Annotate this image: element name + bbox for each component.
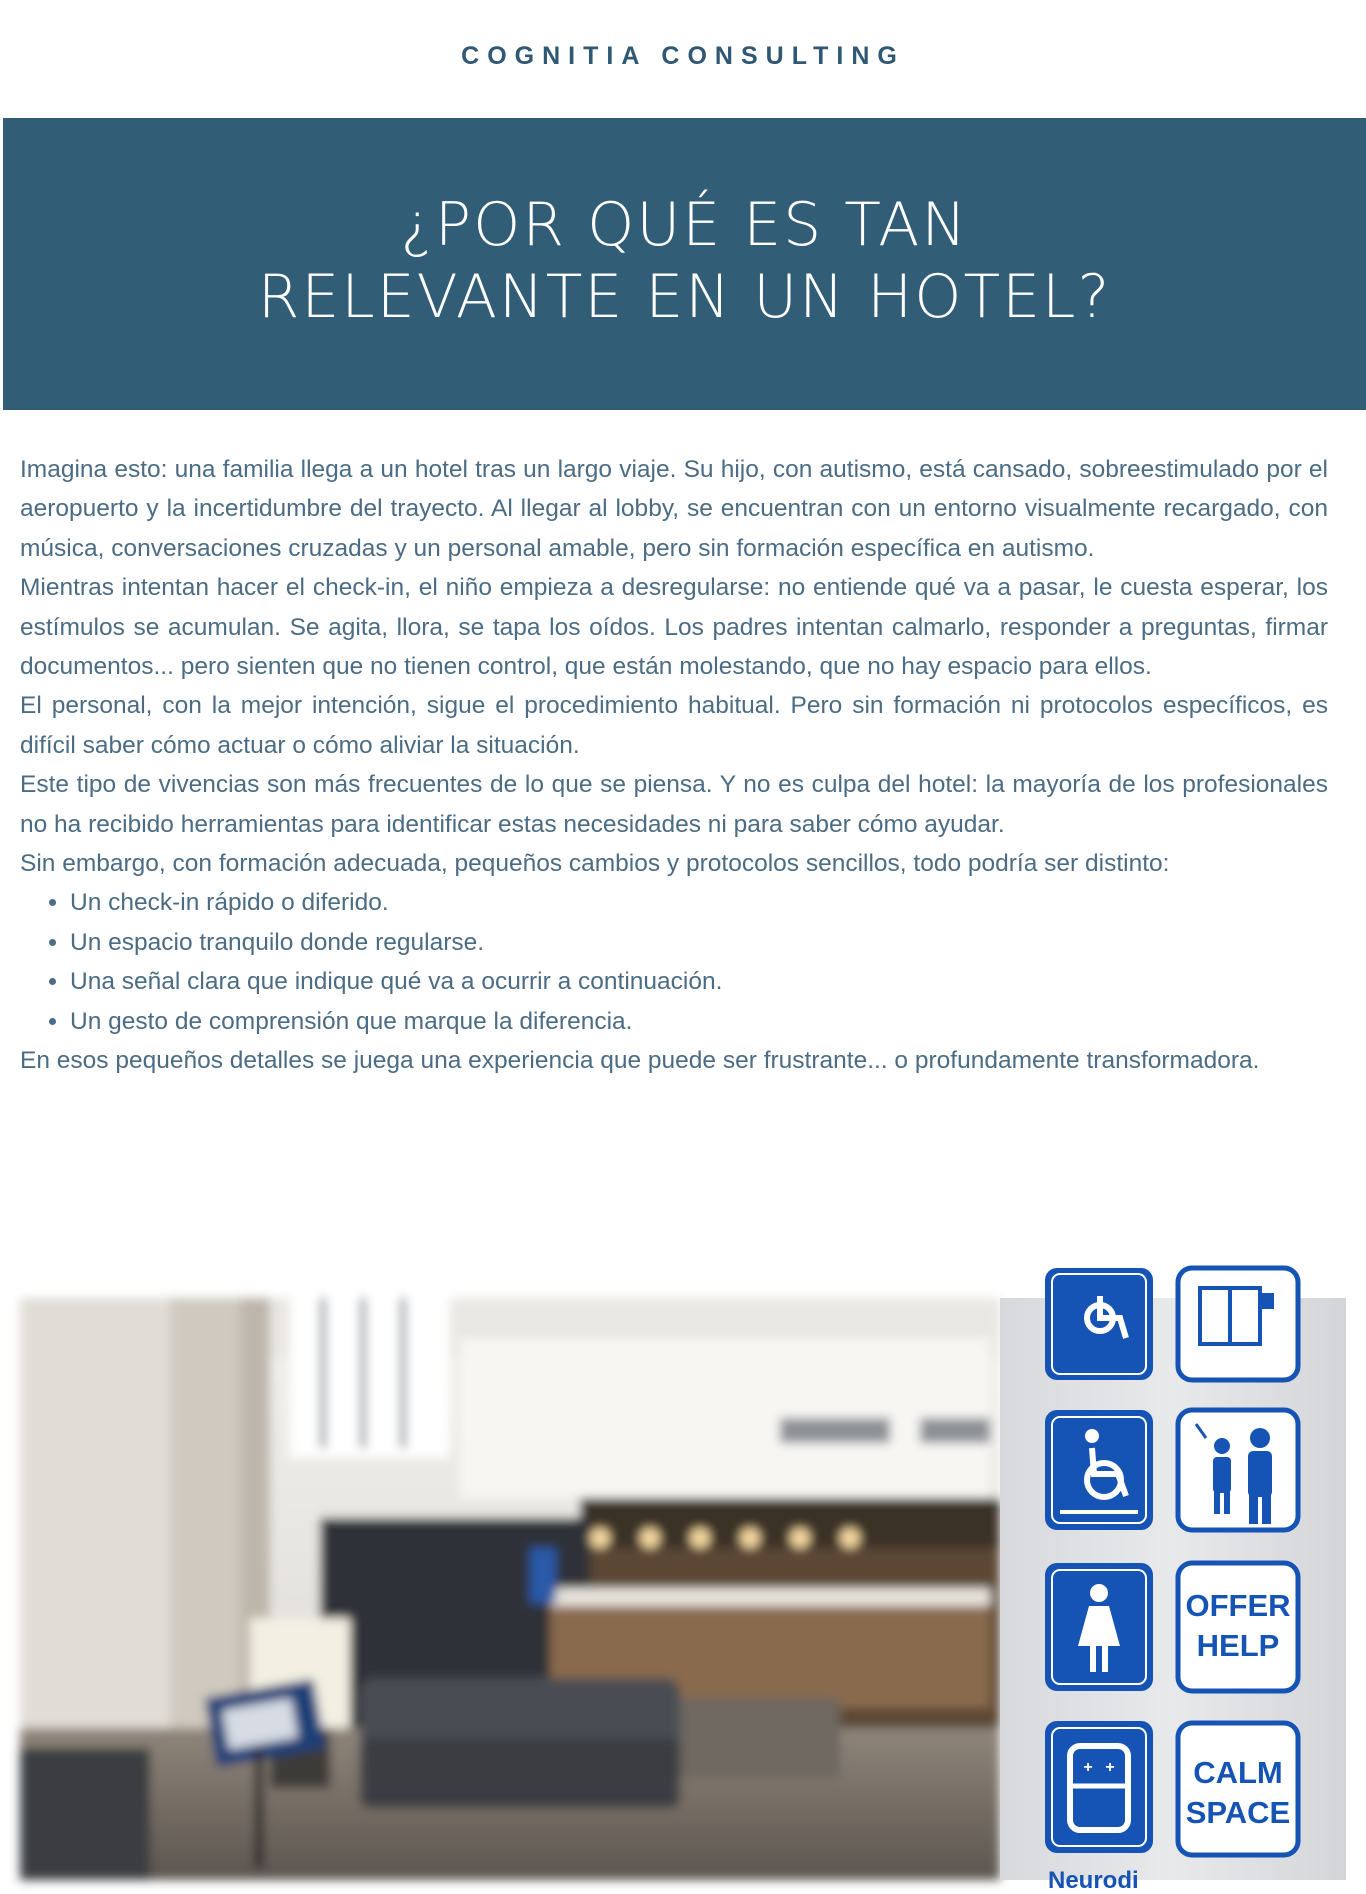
offer-help-sign-line-2: HELP — [1196, 1628, 1280, 1663]
list-item: • Un check-in rápido o diferido. — [70, 883, 1328, 922]
offer-help-sign-line-1: OFFER — [1185, 1588, 1291, 1623]
page-title-line-2: RELEVANTE EN UN HOTEL? — [257, 262, 1112, 332]
svg-text:+: + — [1083, 1759, 1093, 1776]
brand-name: COGNITIA CONSULTING — [461, 42, 905, 70]
page-title — [258, 189, 1112, 333]
list-item: • Un gesto de comprensión que marque la diferencia. — [70, 1002, 1328, 1041]
list-item: • Una señal clara que indique qué va a ocurrir a continuación. — [70, 962, 1328, 1001]
list-item: • Un espacio tranquilo donde regularse. — [70, 923, 1328, 962]
title-banner — [3, 118, 1366, 410]
paragraph-4: Este tipo de vivencias son más frecuentes de lo que se piensa. Y no es culpa del hotel: la mayoría de los profesionales no ha recibido herramientas para identificar estas necesidades ni para saber cómo ayudar. — [20, 771, 1328, 838]
benefits-list — [20, 883, 1328, 1041]
calm-space-sign-line-1: CALM — [1193, 1755, 1283, 1790]
closing-paragraph: En esos pequeños detalles se juega una experiencia que puede ser frustrante... o profundamente transformadora. — [20, 1047, 1260, 1075]
paragraph-2: Mientras intentan hacer el check-in, el niño empieza a desregularse: no entiende qué va a pasar, le cuesta esperar, los estímulos se acumulan. Se agita, llora, se tapa los oídos. Los padres intentan calmarlo, responder a preguntas, firmar documentos... pero sienten que no tienen control, que están molestando, que no hay espacio para ellos. — [20, 574, 1328, 681]
calm-space-sign-line-2: SPACE — [1185, 1795, 1291, 1830]
svg-text:+: + — [1105, 1759, 1115, 1776]
paragraph-3: El personal, con la mejor intención, sigue el procedimiento habitual. Pero sin formación ni protocolos específicos, es difícil saber cómo actuar o cómo aliviar la situación. — [20, 692, 1328, 759]
neurodiversity-sign-text: Neurodi — [1048, 1867, 1139, 1894]
page-title-line-1: ¿POR QUÉ ES TAN — [400, 190, 969, 260]
hotel-lobby-photo — [20, 1298, 1346, 1894]
paragraph-1: Imagina esto: una familia llega a un hotel tras un largo viaje. Su hijo, con autismo, está cansado, sobreestimulado por el aeropuerto y la incertidumbre del trayecto. Al llegar al lobby, se encuentran con un entorno visualmente recargado, con música, conversaciones cruzadas y un personal amable, pero sin formación específica en autismo. — [20, 456, 1328, 562]
article-body — [20, 450, 1328, 1081]
paragraph-5: Sin embargo, con formación adecuada, pequeños cambios y protocolos sencillos, todo podría ser distinto: — [20, 850, 1170, 878]
